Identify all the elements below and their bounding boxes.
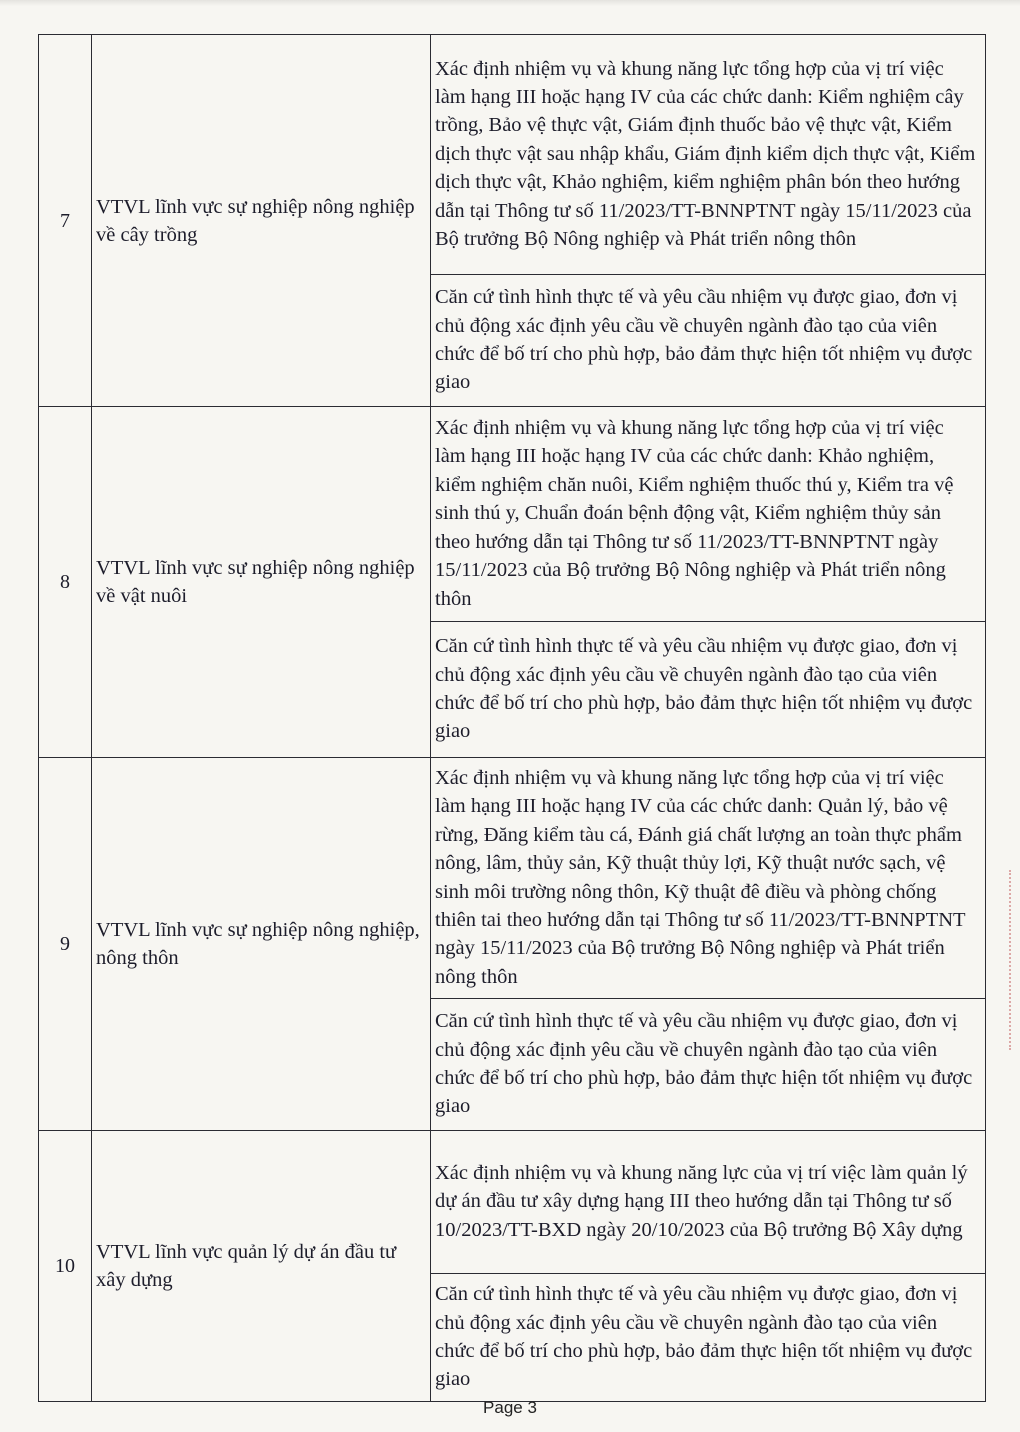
training-requirement: Căn cứ tình hình thực tế và yêu cầu nhiệm vụ được giao, đơn vị chủ động xác định yêu cầu về chuyên ngành đào tạo của viên chức để bố trí cho phù hợp, bảo đảm thực hiện tốt nhiệm vụ được giao [431, 1274, 986, 1402]
training-requirement: Căn cứ tình hình thực tế và yêu cầu nhiệm vụ được giao, đơn vị chủ động xác định yêu cầu về chuyên ngành đào tạo của viên chức để bố trí cho phù hợp, bảo đảm thực hiện tốt nhiệm vụ được giao [431, 622, 986, 758]
training-requirement: Căn cứ tình hình thực tế và yêu cầu nhiệm vụ được giao, đơn vị chủ động xác định yêu cầu về chuyên ngành đào tạo của viên chức để bố trí cho phù hợp, bảo đảm thực hiện tốt nhiệm vụ được giao [431, 275, 986, 407]
competency-description: Xác định nhiệm vụ và khung năng lực của vị trí việc làm quản lý dự án đầu tư xây dựng hạng III theo hướng dẫn tại Thông tư số 10/2023/TT-BXD ngày 20/10/2023 của Bộ trưởng Bộ Xây dựng [431, 1131, 986, 1274]
table-row [39, 35, 986, 275]
table-row [39, 407, 986, 622]
row-number: 7 [39, 35, 92, 407]
competency-description: Xác định nhiệm vụ và khung năng lực tổng hợp của vị trí việc làm hạng III hoặc hạng IV của các chức danh: Khảo nghiệm, kiểm nghiệm chăn nuôi, Kiểm nghiệm thuốc thú y, Kiểm tra vệ sinh thú y, Chuẩn đoán bệnh động vật, Kiểm nghiệm thủy sản theo hướng dẫn tại Thông tư số 11/2023/TT-BNNPTNT ngày 15/11/2023 của Bộ trưởng Bộ Nông nghiệp và Phát triển nông thôn [431, 407, 986, 622]
table-row [39, 1131, 986, 1274]
page-number: Page 3 [483, 1398, 537, 1417]
row-number: 8 [39, 407, 92, 758]
scan-shadow [0, 0, 1020, 6]
position-name: VTVL lĩnh vực quản lý dự án đầu tư xây dựng [92, 1131, 431, 1402]
table-row [39, 758, 986, 999]
competency-description: Xác định nhiệm vụ và khung năng lực tổng hợp của vị trí việc làm hạng III hoặc hạng IV của các chức danh: Quản lý, bảo vệ rừng, Đăng kiểm tàu cá, Đánh giá chất lượng an toàn thực phẩm nông, lâm, thủy sản, Kỹ thuật thủy lợi, Kỹ thuật nước sạch, vệ sinh môi trường nông thôn, Kỹ thuật đê điều và phòng chống thiên tai theo hướng dẫn tại Thông tư số 11/2023/TT-BNNPTNT ngày 15/11/2023 của Bộ trưởng Bộ Nông nghiệp và Phát triển nông thôn [431, 758, 986, 999]
competency-description: Xác định nhiệm vụ và khung năng lực tổng hợp của vị trí việc làm hạng III hoặc hạng IV của các chức danh: Kiểm nghiệm cây trồng, Bảo vệ thực vật, Giám định thuốc bảo vệ thực vật, Kiểm dịch thực vật sau nhập khẩu, Giám định kiểm dịch thực vật, Kiểm dịch thực vật, Khảo nghiệm, kiểm nghiệm phân bón theo hướng dẫn tại Thông tư số 11/2023/TT-BNNPTNT ngày 15/11/2023 của Bộ trưởng Bộ Nông nghiệp và Phát triển nông thôn [431, 35, 986, 275]
row-number: 9 [39, 758, 92, 1131]
training-requirement: Căn cứ tình hình thực tế và yêu cầu nhiệm vụ được giao, đơn vị chủ động xác định yêu cầu về chuyên ngành đào tạo của viên chức để bố trí cho phù hợp, bảo đảm thực hiện tốt nhiệm vụ được giao [431, 999, 986, 1131]
row-number: 10 [39, 1131, 92, 1402]
position-name: VTVL lĩnh vực sự nghiệp nông nghiệp về cây trồng [92, 35, 431, 407]
position-name: VTVL lĩnh vực sự nghiệp nông nghiệp về vật nuôi [92, 407, 431, 758]
job-position-table [38, 34, 986, 1402]
position-name: VTVL lĩnh vực sự nghiệp nông nghiệp, nông thôn [92, 758, 431, 1131]
margin-stamp-marks [1009, 870, 1017, 1050]
